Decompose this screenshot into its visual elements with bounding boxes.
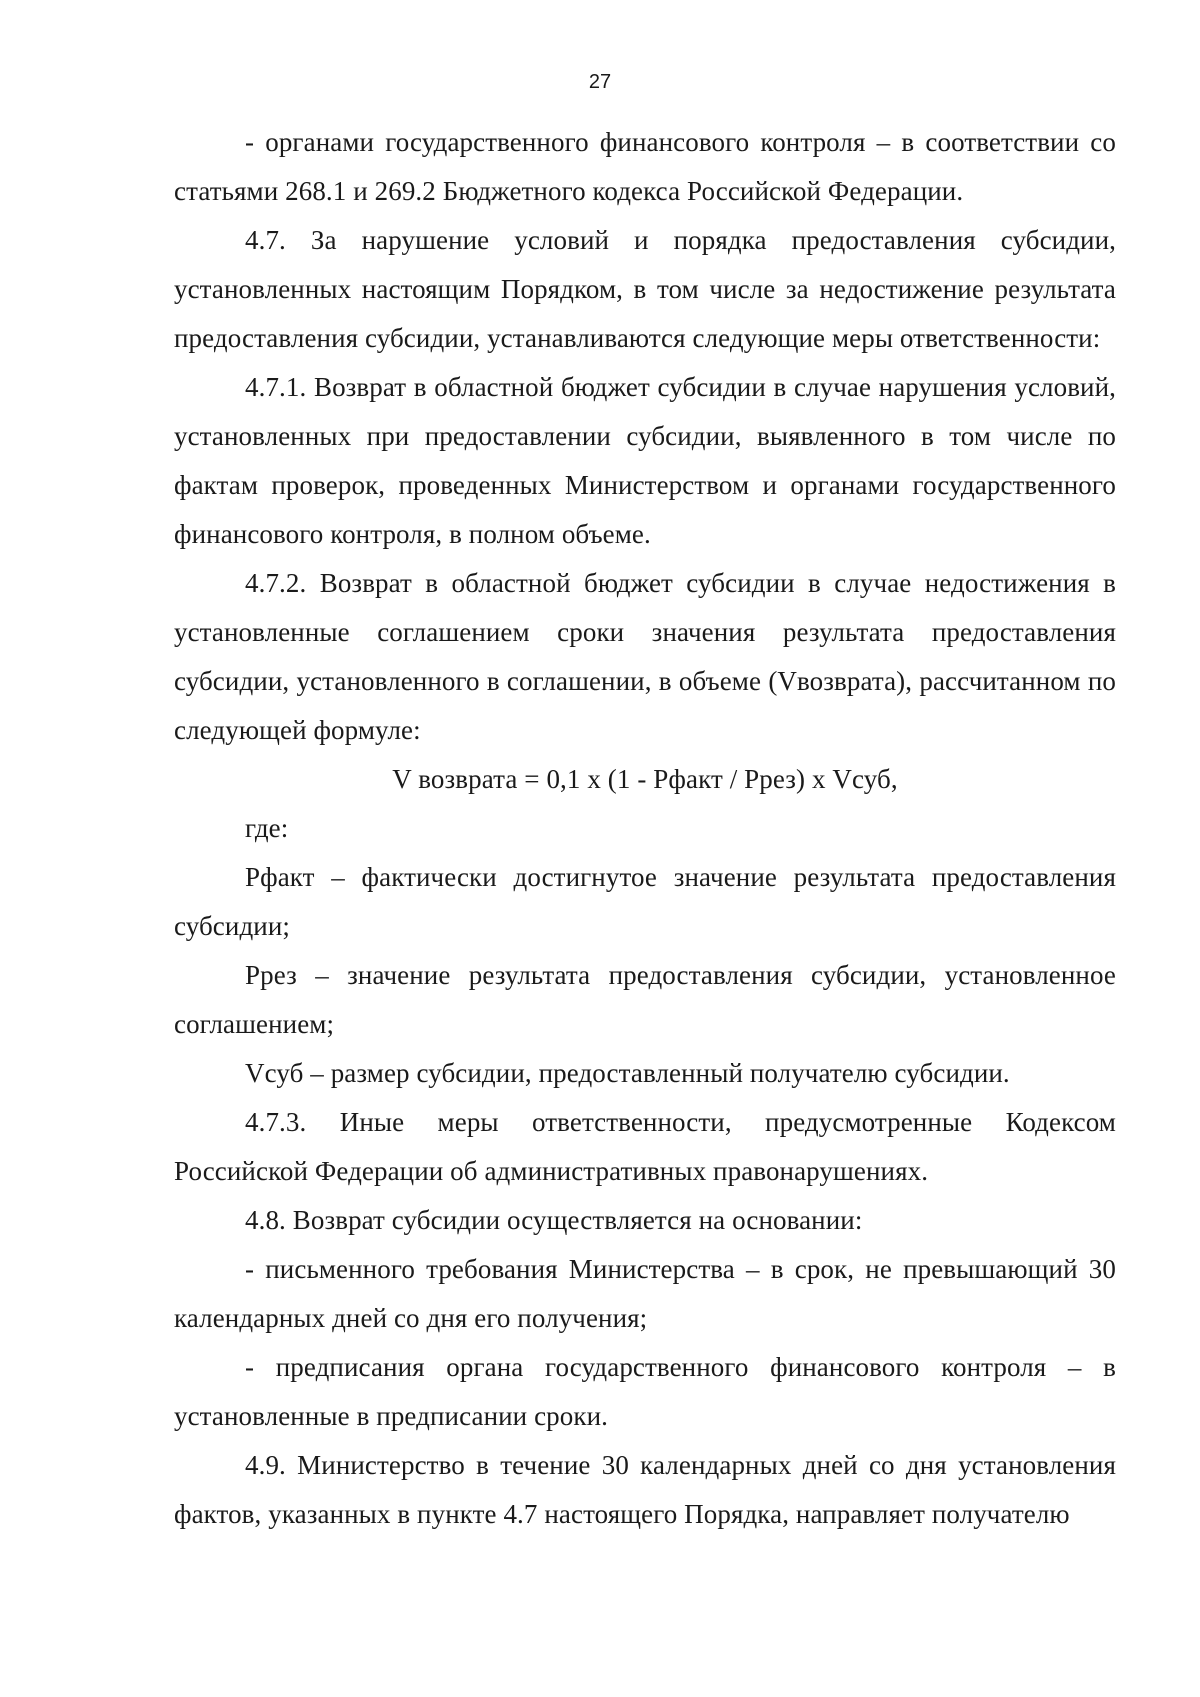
page-number: 27 [588, 71, 612, 93]
paragraph-4-7-3: 4.7.3. Иные меры ответственности, предусмотренные Кодексом Российской Федерации об административных правонарушениях. [174, 1107, 1116, 1186]
formula: V возврата = 0,1 х (1 - Рфакт / Ррез) х Vсуб, [392, 764, 898, 794]
document-body [174, 118, 1116, 1539]
list-item-prescription: - предписания органа государственного финансового контроля – в установленные в предписании сроки. [174, 1352, 1116, 1431]
paragraph-where: где: [245, 813, 289, 843]
paragraph-4-7: 4.7. За нарушение условий и порядка предоставления субсидии, установленных настоящим Порядком, в том числе за недостижение результата предоставления субсидии, устанавливаются следующие меры ответственности: [174, 225, 1116, 353]
list-item-written-demand: - письменного требования Министерства – в срок, не превышающий 30 календарных дней со дня его получения; [174, 1254, 1116, 1333]
paragraph-4-7-1: 4.7.1. Возврат в областной бюджет субсидии в случае нарушения условий, установленных при предоставлении субсидии, выявленного в том числе по фактам проверок, проведенных Министерством и органами государственного финансового контроля, в полном объеме. [174, 372, 1116, 549]
paragraph-4-9: 4.9. Министерство в течение 30 календарных дней со дня установления фактов, указанных в пункте 4.7 настоящего Порядка, направляет получателю [174, 1450, 1116, 1529]
paragraph-4-7-2: 4.7.2. Возврат в областной бюджет субсидии в случае недостижения в установленные соглашением сроки значения результата предоставления субсидии, установленного в соглашении, в объеме (Vвозврата), рассчитанном по следующей формуле: [174, 568, 1116, 745]
definition-vsub: Vсуб – размер субсидии, предоставленный получателю субсидии. [245, 1058, 1010, 1088]
definition-rrez: Ррез – значение результата предоставления субсидии, установленное соглашением; [174, 960, 1116, 1039]
definition-rfakt: Рфакт – фактически достигнутое значение результата предоставления субсидии; [174, 862, 1116, 941]
paragraph-4-8: 4.8. Возврат субсидии осуществляется на основании: [245, 1205, 863, 1235]
paragraph-financial-control: - органами государственного финансового контроля – в соответствии со статьями 268.1 и 269.2 Бюджетного кодекса Российской Федерации. [174, 127, 1116, 206]
